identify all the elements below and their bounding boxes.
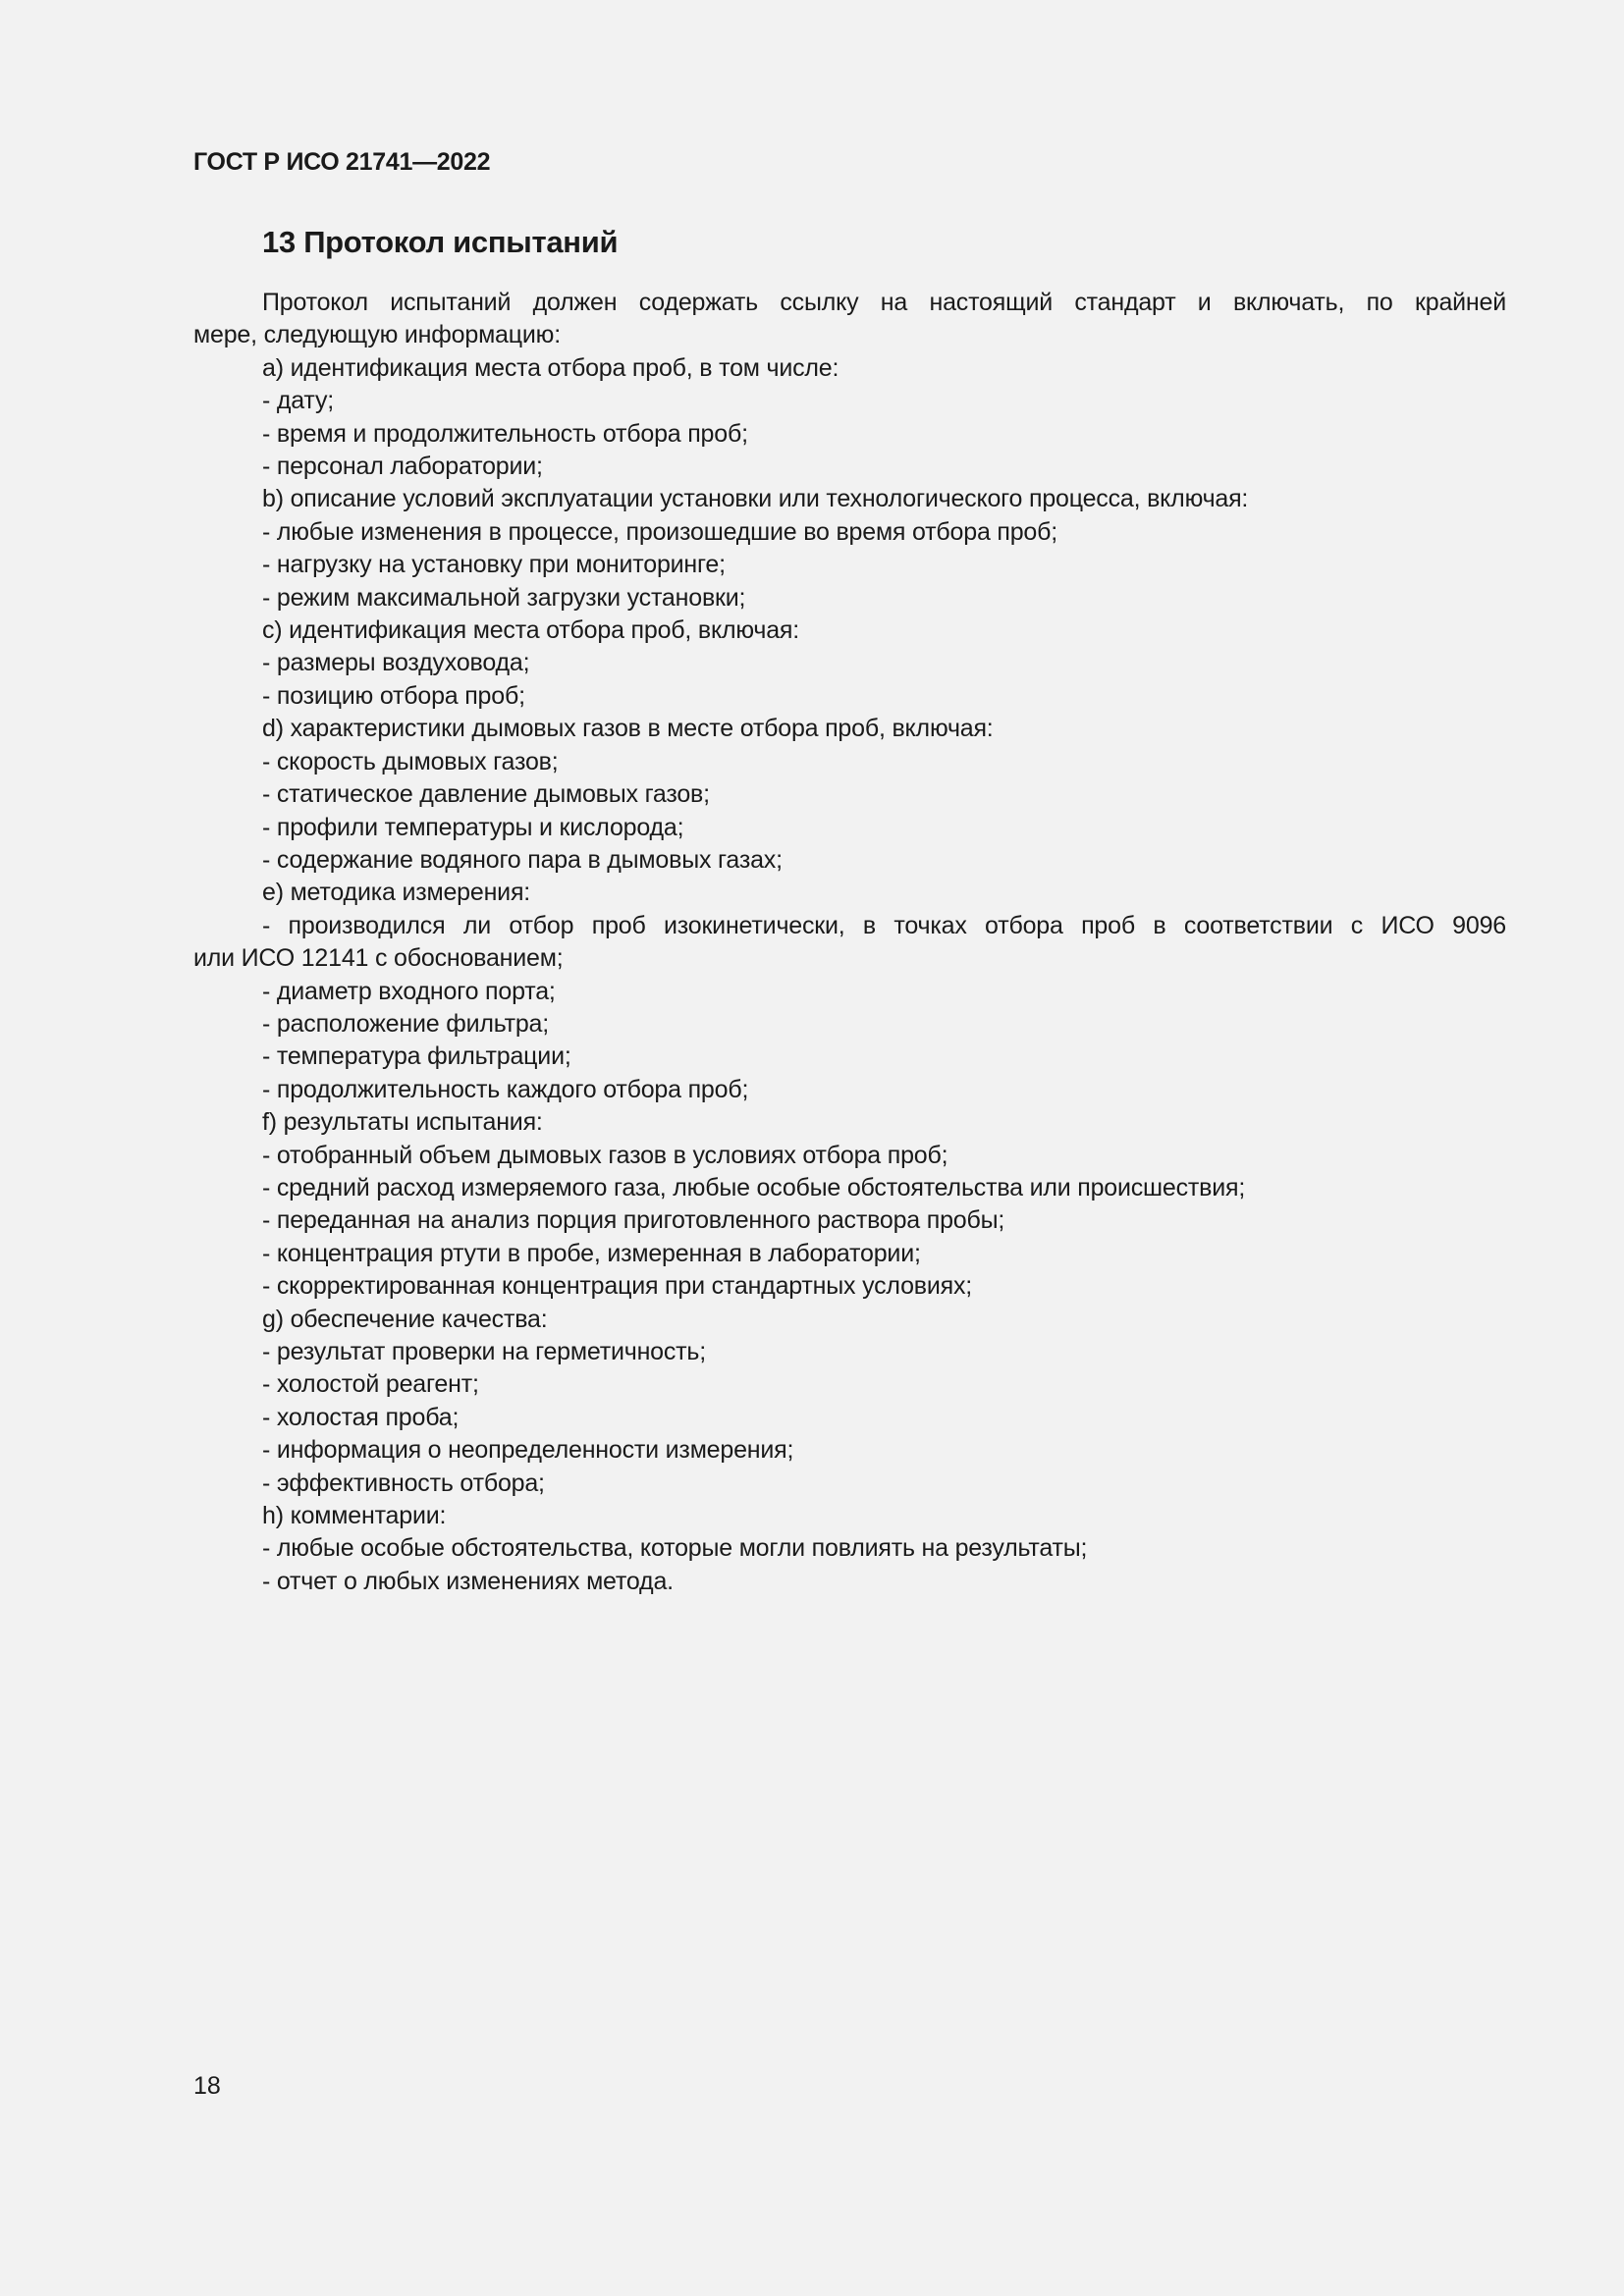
list-item: - производился ли отбор проб изокинетически, в точках отбора проб в соответствии с ИСО 9096 — [262, 911, 1506, 939]
list-item-continuation: или ИСО 12141 с обоснованием; — [193, 944, 564, 973]
list-item: g) обеспечение качества: — [262, 1305, 548, 1333]
list-item: - время и продолжительность отбора проб; — [262, 419, 748, 448]
list-item: c) идентификация места отбора проб, включая: — [262, 616, 799, 645]
list-item: - размеры воздуховода; — [262, 649, 530, 677]
page-number: 18 — [193, 2072, 221, 2100]
list-item: e) методика измерения: — [262, 879, 531, 907]
list-item: - температура фильтрации; — [262, 1042, 571, 1071]
intro-line: Протокол испытаний должен содержать ссылку на настоящий стандарт и включать, по крайней — [262, 289, 1506, 316]
list-item: - дату; — [262, 387, 334, 415]
list-item: h) комментарии: — [262, 1502, 447, 1530]
list-item: - средний расход измеряемого газа, любые особые обстоятельства или происшествия; — [262, 1173, 1246, 1201]
list-item: - любые изменения в процессе, произошедшие во время отбора проб; — [262, 517, 1058, 546]
list-item: b) описание условий эксплуатации установки или технологического процесса, включая: — [262, 485, 1249, 513]
list-item: - продолжительность каждого отбора проб; — [262, 1075, 749, 1103]
intro-line: мере, следующую информацию: — [193, 321, 561, 349]
list-item: - содержание водяного пара в дымовых газах; — [262, 845, 783, 874]
list-item: - персонал лаборатории; — [262, 453, 543, 481]
list-item: - позицию отбора проб; — [262, 681, 525, 710]
list-item: - концентрация ртути в пробе, измеренная в лаборатории; — [262, 1239, 921, 1267]
list-item: - режим максимальной загрузки установки; — [262, 583, 746, 612]
list-item: - любые особые обстоятельства, которые могли повлиять на результаты; — [262, 1534, 1088, 1563]
list-item: - эффективность отбора; — [262, 1468, 545, 1497]
list-item: - скорректированная концентрация при стандартных условиях; — [262, 1272, 973, 1301]
list-item: - холостая проба; — [262, 1403, 460, 1431]
list-item: f) результаты испытания: — [262, 1108, 543, 1137]
section-title: 13 Протокол испытаний — [262, 225, 619, 259]
list-item: - диаметр входного порта; — [262, 977, 556, 1005]
list-item: - расположение фильтра; — [262, 1009, 550, 1038]
list-item: d) характеристики дымовых газов в месте отбора проб, включая: — [262, 715, 994, 743]
document-header: ГОСТ Р ИСО 21741—2022 — [193, 148, 491, 176]
list-item: - профили температуры и кислорода; — [262, 813, 684, 841]
list-item: a) идентификация места отбора проб, в том числе: — [262, 353, 839, 382]
list-item: - информация о неопределенности измерения; — [262, 1436, 794, 1465]
list-item: - нагрузку на установку при мониторинге; — [262, 551, 726, 579]
list-item: - отчет о любых изменениях метода. — [262, 1567, 674, 1595]
list-item: - результат проверки на герметичность; — [262, 1338, 707, 1365]
list-item: - холостой реагент; — [262, 1370, 479, 1399]
section-body — [193, 287, 1506, 1598]
list-item: - статическое давление дымовых газов; — [262, 780, 710, 809]
list-item: - отобранный объем дымовых газов в условиях отбора проб; — [262, 1141, 948, 1169]
list-item: - переданная на анализ порция приготовленного раствора пробы; — [262, 1206, 1005, 1235]
list-item: - скорость дымовых газов; — [262, 747, 559, 775]
